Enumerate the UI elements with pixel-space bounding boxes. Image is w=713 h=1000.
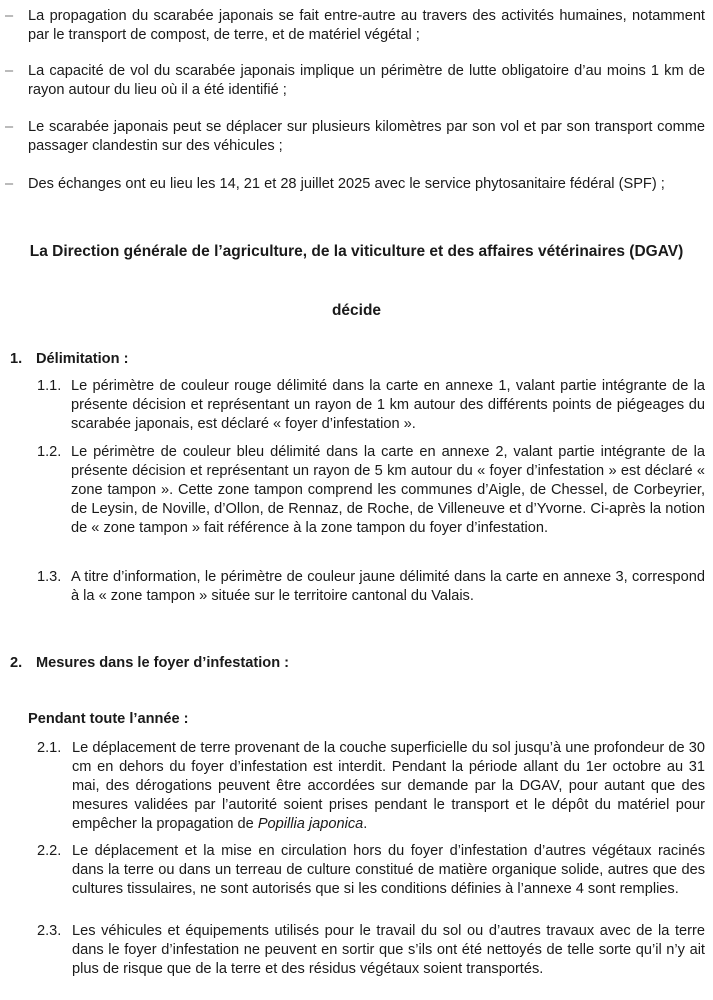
dash-bullet-icon: – [5, 119, 14, 135]
decides-heading: décide [331, 302, 382, 319]
clause-end: . [363, 816, 368, 832]
clause-text: A titre d’information, le périmètre de couleur jaune délimité dans la carte en annexe 3, correspond à la « zone tampon » située sur le territoire cantonal du Valais. [71, 569, 705, 604]
subheading: Pendant toute l’année : [28, 711, 189, 727]
section-title: Délimitation : [36, 351, 129, 367]
clause-text: Le périmètre de couleur bleu délimité dans la carte en annexe 2, valant partie intégrante de la présente décision et représentant un rayon de 5 km autour du « foyer d’infestation » est déclaré « zone tampon ». Cette zone tampon comprend les communes d’Aigle, de Chessel, de Corbeyrier, de Leysin, de Noville, d’Ollon, de Rennaz, de Roche, de Villeneuve et d’Yvorne. Ci-après la notion de « zone tampon » fait référence à la zone tampon du foyer d’infestation. [71, 444, 705, 536]
dash-bullet-icon: – [5, 63, 14, 79]
dash-bullet-icon: – [5, 176, 14, 192]
consideration-text: Le scarabée japonais peut se déplacer sur plusieurs kilomètres par son vol et par son transport comme passager clandestin sur des véhicules ; [28, 119, 705, 154]
consideration-text: Des échanges ont eu lieu les 14, 21 et 28 juillet 2025 avec le service phytosanitaire fédéral (SPF) ; [28, 176, 665, 192]
clause-text: Le déplacement et la mise en circulation hors du foyer d’infestation d’autres végétaux racinés dans la terre ou dans un terreau de culture constitué de matière organique solide, autres que des cultures tissulaires, ne sont autorisés que si les conditions définies à l’annexe 4 sont remplies. [72, 843, 705, 897]
section-number: 2. [10, 655, 23, 671]
clause-text [72, 739, 705, 834]
clause-number: 1.3. [37, 569, 62, 585]
clause-text: Les véhicules et équipements utilisés pour le travail du sol ou d’autres travaux avec de la terre dans le foyer d’infestation ne peuvent en sortir que s’ils ont été nettoyés de telle sorte qu’il n’y ait plus de risque que de la terre et des résidus végétaux soient transportés. [72, 923, 705, 977]
authority-heading: La Direction générale de l’agriculture, de la viticulture et des affaires vétérinaires (DGAV) [29, 243, 684, 260]
clause-number: 1.1. [37, 378, 62, 394]
section-title: Mesures dans le foyer d’infestation : [36, 655, 290, 671]
clause-number: 2.3. [37, 923, 62, 939]
clause-number: 1.2. [37, 444, 62, 460]
consideration-text: La capacité de vol du scarabée japonais implique un périmètre de lutte obligatoire d’au moins 1 km de rayon autour du lieu où il a été identifié ; [28, 63, 705, 98]
consideration-text: La propagation du scarabée japonais se fait entre-autre au travers des activités humaines, notamment par le transport de compost, de terre, et de matériel végétal ; [28, 8, 705, 43]
clause-text: Le périmètre de couleur rouge délimité dans la carte en annexe 1, valant partie intégrante de la présente décision et représentant un rayon de 1 km autour des différents points de piégeages du scarabée japonais, est déclaré « foyer d’infestation ». [71, 378, 705, 432]
dash-bullet-icon: – [5, 8, 14, 24]
section-number: 1. [10, 351, 23, 367]
species-name: Popillia japonica [257, 816, 364, 832]
clause-number: 2.1. [37, 740, 62, 756]
clause-body: Le déplacement de terre provenant de la couche superficielle du sol jusqu’à une profondeur de 30 cm en dehors du foyer d’infestation est interdit. Pendant la période allant du 1er octobre au 31 mai, des dérogations peuvent être accordées sur demande par la DGAV, pour autant que des mesures validées par l’autorité soient prises pendant le transport et le dépôt du matériel pour empêcher la propagation de [72, 740, 705, 832]
clause-number: 2.2. [37, 843, 62, 859]
